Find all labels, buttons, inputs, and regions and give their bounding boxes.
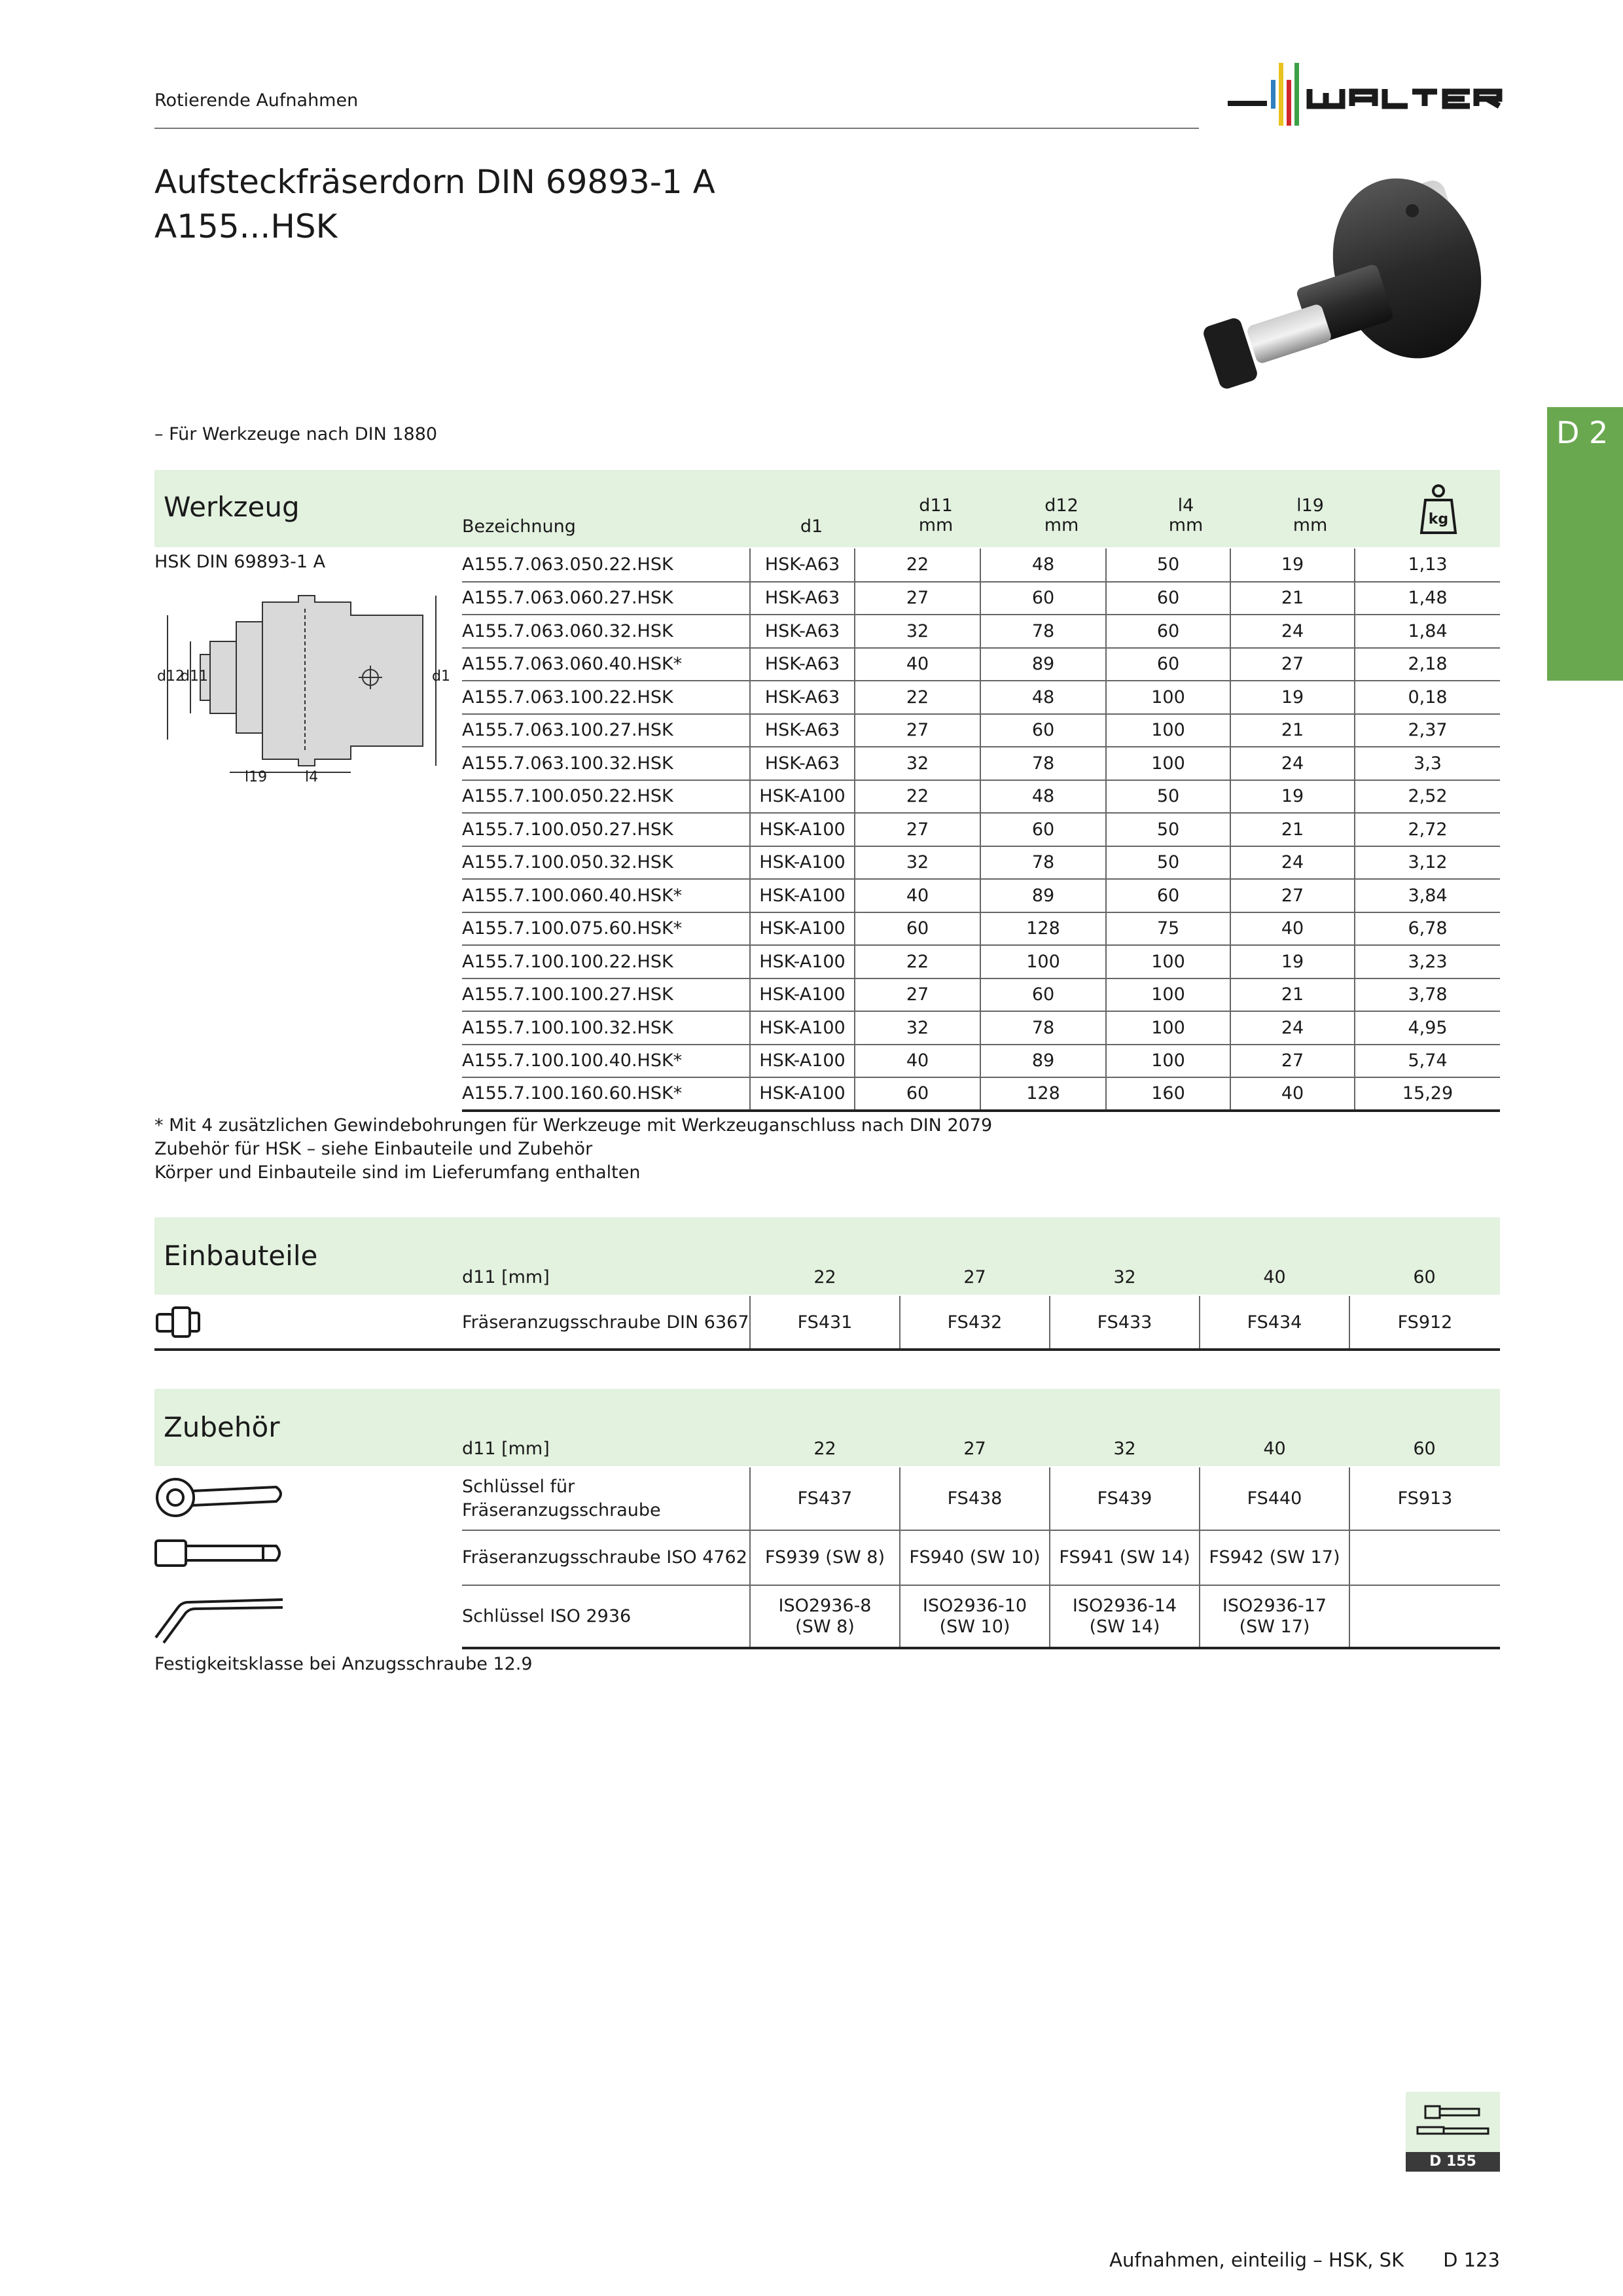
table-cell: A155.7.100.050.32.HSK — [462, 846, 750, 880]
col-header-l4 — [1153, 496, 1219, 535]
table-cell — [1050, 1467, 1200, 1530]
table-cell — [1200, 1585, 1349, 1648]
table-cell: A155.7.100.050.22.HSK — [462, 780, 750, 814]
table-cell — [900, 1585, 1050, 1648]
table-cell: 6,78 — [1355, 912, 1500, 946]
table-cell: 3,84 — [1355, 879, 1500, 912]
werkzeug-notes — [154, 1114, 992, 1185]
table-cell: 100 — [1106, 1011, 1230, 1045]
table-cell: 32 — [855, 747, 980, 780]
col-header-d1: d1 — [800, 516, 823, 537]
table-cell: 3,78 — [1355, 978, 1500, 1012]
table-cell: 32 — [855, 846, 980, 880]
chapter-tab[interactable] — [1547, 407, 1623, 681]
table-cell: 2,18 — [1355, 648, 1500, 681]
technical-drawing — [154, 576, 455, 798]
table-cell: HSK-A100 — [750, 945, 855, 978]
table-cell: HSK-A100 — [750, 879, 855, 912]
cell-value: FS941 (SW 14) — [1059, 1547, 1190, 1568]
table-row — [462, 780, 1500, 814]
einbauteile-title: Einbauteile — [164, 1240, 318, 1272]
table-cell: 100 — [1106, 681, 1230, 714]
table-cell — [1050, 1585, 1200, 1648]
table-cell: 60 — [980, 714, 1106, 747]
cell-value: FS940 (SW 10) — [909, 1547, 1041, 1568]
table-cell: 19 — [1230, 945, 1355, 978]
table-row — [462, 1045, 1500, 1078]
table-cell: 40 — [855, 648, 980, 681]
walter-logo — [1228, 60, 1503, 132]
table-cell: FS432 — [900, 1296, 1050, 1348]
table-cell: 78 — [980, 747, 1106, 780]
zubehoer-col-label: d11 [mm] — [462, 1439, 550, 1459]
table-cell: 5,74 — [1355, 1045, 1500, 1078]
chapter-tab-label: D 2 — [1556, 415, 1609, 450]
table-cell: 3,23 — [1355, 945, 1500, 978]
table-cell: HSK-A63 — [750, 615, 855, 648]
table-cell: 48 — [980, 780, 1106, 814]
table-cell: 160 — [1106, 1077, 1230, 1111]
table-cell: HSK-A63 — [750, 548, 855, 582]
table-row — [462, 714, 1500, 747]
cell-value: FS939 (SW 8) — [765, 1547, 885, 1568]
row-label-line: Fräseranzugsschraube — [462, 1499, 661, 1520]
table-cell: 60 — [1106, 879, 1230, 912]
col-header: 60 — [1413, 1267, 1436, 1287]
hex-key-icon — [152, 1588, 289, 1647]
dim-d12: d12 — [157, 668, 185, 685]
cell-value: FS942 (SW 17) — [1209, 1547, 1340, 1568]
table-cell: 3,12 — [1355, 846, 1500, 880]
row-label-line: Schlüssel ISO 2936 — [462, 1605, 632, 1626]
table-cell: 78 — [980, 846, 1106, 880]
table-cell: 22 — [855, 681, 980, 714]
table-cell: HSK-A100 — [750, 1077, 855, 1111]
table-cell: 50 — [1106, 780, 1230, 814]
table-row — [462, 1077, 1500, 1111]
col-header: 27 — [963, 1267, 986, 1287]
col-header-d11 — [903, 496, 969, 535]
table-cell: 40 — [1230, 912, 1355, 946]
table-cell: 48 — [980, 681, 1106, 714]
cap-screw-icon — [152, 1537, 287, 1570]
table-cell: 128 — [980, 1077, 1106, 1111]
table-cell: 60 — [855, 912, 980, 946]
table-cell: HSK-A100 — [750, 780, 855, 814]
note-1: * Mit 4 zusätzlichen Gewindebohrungen für Werkzeuge mit Werkzeuganschluss nach DIN 2079 — [154, 1115, 993, 1136]
dim-l19: l19 — [245, 769, 268, 785]
table-cell: 27 — [855, 714, 980, 747]
table-cell: 27 — [855, 582, 980, 615]
table-cell: FS912 — [1349, 1296, 1500, 1348]
wrench-icon — [152, 1474, 287, 1520]
table-cell: 40 — [855, 879, 980, 912]
table-cell — [750, 1530, 900, 1585]
col-header-d12-symbol: d12 — [1044, 495, 1079, 516]
reference-screw-icon — [1406, 2092, 1500, 2152]
table-cell — [1349, 1467, 1500, 1530]
table-cell: 15,29 — [1355, 1077, 1500, 1111]
table-cell: 89 — [980, 879, 1106, 912]
col-header-l4-unit: mm — [1168, 515, 1204, 535]
table-cell: 21 — [1230, 813, 1355, 846]
table-cell: 1,48 — [1355, 582, 1500, 615]
table-cell: A155.7.100.100.27.HSK — [462, 978, 750, 1012]
dim-d11: d11 — [181, 668, 208, 685]
werkzeug-title: Werkzeug — [164, 491, 300, 523]
table-cell: A155.7.063.050.22.HSK — [462, 548, 750, 582]
reference-box[interactable] — [1406, 2092, 1500, 2172]
table-cell: 50 — [1106, 846, 1230, 880]
table-cell: A155.7.063.100.32.HSK — [462, 747, 750, 780]
page-footer — [1109, 2249, 1500, 2271]
row-label — [462, 1585, 750, 1648]
dim-l4: l4 — [305, 769, 319, 785]
table-cell: 100 — [1106, 714, 1230, 747]
table-cell: 60 — [855, 1077, 980, 1111]
table-row — [462, 582, 1500, 615]
table-cell — [1349, 1585, 1500, 1648]
zubehoer-note: Festigkeitsklasse bei Anzugsschraube 12.9 — [154, 1654, 533, 1674]
table-row — [462, 548, 1500, 582]
table-cell: 2,72 — [1355, 813, 1500, 846]
table-cell: 100 — [1106, 747, 1230, 780]
table-cell: HSK-A100 — [750, 978, 855, 1012]
table-cell: 24 — [1230, 1011, 1355, 1045]
werkzeug-table — [462, 548, 1500, 1112]
table-cell: 27 — [1230, 648, 1355, 681]
table-cell: 100 — [980, 945, 1106, 978]
table-cell: HSK-A63 — [750, 582, 855, 615]
table-cell: 0,18 — [1355, 681, 1500, 714]
table-cell: 50 — [1106, 548, 1230, 582]
cell-value: ISO2936-14 — [1072, 1595, 1177, 1616]
table-cell: 78 — [980, 1011, 1106, 1045]
table-cell: 24 — [1230, 747, 1355, 780]
col-header-l19-unit: mm — [1293, 515, 1328, 535]
table-cell: 21 — [1230, 582, 1355, 615]
table-cell: 1,84 — [1355, 615, 1500, 648]
table-cell: 100 — [1106, 1045, 1230, 1078]
table-cell: 27 — [855, 813, 980, 846]
footer-page-number: D 123 — [1443, 2249, 1500, 2271]
cell-value-sub: (SW 10) — [939, 1616, 1010, 1637]
table-row — [462, 1467, 1500, 1530]
table-row — [462, 978, 1500, 1012]
row-label — [462, 1530, 750, 1585]
table-row — [462, 681, 1500, 714]
table-cell: A155.7.100.100.40.HSK* — [462, 1045, 750, 1078]
table-cell — [900, 1530, 1050, 1585]
table-cell: FS431 — [750, 1296, 900, 1348]
table-cell: A155.7.063.060.40.HSK* — [462, 648, 750, 681]
col-header: 32 — [1113, 1439, 1136, 1459]
table-cell: 22 — [855, 548, 980, 582]
table-row — [462, 1585, 1500, 1648]
table-row — [462, 648, 1500, 681]
cell-value: ISO2936-10 — [922, 1595, 1027, 1616]
table-cell: HSK-A100 — [750, 813, 855, 846]
table-row — [462, 1011, 1500, 1045]
footer-chapter: Aufnahmen, einteilig – HSK, SK — [1109, 2249, 1404, 2271]
table-cell — [1200, 1530, 1349, 1585]
cell-value: FS438 — [947, 1488, 1003, 1509]
table-cell: FS434 — [1200, 1296, 1349, 1348]
table-cell — [1050, 1530, 1200, 1585]
dim-d1: d1 — [432, 668, 450, 685]
table-cell: 128 — [980, 912, 1106, 946]
table-cell: 89 — [980, 648, 1106, 681]
table-cell — [1349, 1530, 1500, 1585]
col-header: 22 — [813, 1439, 836, 1459]
table-cell: 24 — [1230, 846, 1355, 880]
table-cell: 78 — [980, 615, 1106, 648]
zubehoer-header-bar — [154, 1389, 1500, 1466]
table-row — [462, 747, 1500, 780]
col-header-l19 — [1277, 496, 1343, 535]
table-cell: 4,95 — [1355, 1011, 1500, 1045]
col-header-l19-symbol: l19 — [1296, 495, 1324, 516]
table-row — [462, 945, 1500, 978]
table-cell: 89 — [980, 1045, 1106, 1078]
col-header: 27 — [963, 1439, 986, 1459]
table-cell: 22 — [855, 945, 980, 978]
table-cell: 60 — [1106, 582, 1230, 615]
table-row — [462, 813, 1500, 846]
table-cell: 40 — [855, 1045, 980, 1078]
table-cell: 60 — [980, 813, 1106, 846]
col-header-d11-unit: mm — [918, 515, 954, 535]
table-cell: HSK-A100 — [750, 1045, 855, 1078]
weight-icon-label: kg — [1428, 511, 1449, 528]
cell-value: ISO2936-8 — [778, 1595, 872, 1616]
reference-label: D 155 — [1406, 2152, 1500, 2172]
table-row — [462, 1530, 1500, 1585]
note-3: Körper und Einbauteile sind im Lieferumfang enthalten — [154, 1162, 641, 1183]
table-cell: 60 — [980, 582, 1106, 615]
row-label — [462, 1467, 750, 1530]
section-label: Rotierende Aufnahmen — [154, 90, 359, 111]
title-line-2: A155...HSK — [154, 207, 338, 245]
table-cell: 3,3 — [1355, 747, 1500, 780]
col-header: 22 — [813, 1267, 836, 1287]
cell-value-sub: (SW 17) — [1239, 1616, 1310, 1637]
table-row — [462, 912, 1500, 946]
table-row — [462, 846, 1500, 880]
row-label-line: Fräseranzugsschraube ISO 4762 — [462, 1547, 747, 1568]
cell-value: ISO2936-17 — [1222, 1595, 1327, 1616]
table-row — [462, 615, 1500, 648]
table-cell: HSK-A63 — [750, 648, 855, 681]
table-cell: A155.7.100.100.22.HSK — [462, 945, 750, 978]
zubehoer-title: Zubehör — [164, 1411, 280, 1443]
table-cell — [750, 1467, 900, 1530]
table-cell: 1,13 — [1355, 548, 1500, 582]
table-cell: HSK-A63 — [750, 747, 855, 780]
diagram-label: HSK DIN 69893-1 A — [154, 552, 326, 572]
table-cell: HSK-A100 — [750, 1011, 855, 1045]
table-cell: 21 — [1230, 714, 1355, 747]
product-photo — [1191, 164, 1505, 412]
weight-icon — [1419, 483, 1458, 535]
table-cell — [750, 1585, 900, 1648]
table-cell: 32 — [855, 1011, 980, 1045]
table-cell: 24 — [1230, 615, 1355, 648]
table-cell: A155.7.100.160.60.HSK* — [462, 1077, 750, 1111]
title-line-1: Aufsteckfräserdorn DIN 69893-1 A — [154, 163, 715, 201]
table-cell: FS433 — [1050, 1296, 1200, 1348]
cell-value: FS439 — [1097, 1488, 1152, 1509]
table-cell: A155.7.100.060.40.HSK* — [462, 879, 750, 912]
table-cell: 27 — [855, 978, 980, 1012]
zubehoer-table — [462, 1467, 1500, 1649]
table-cell: A155.7.100.050.27.HSK — [462, 813, 750, 846]
header-rule — [154, 128, 1199, 129]
table-cell: 40 — [1230, 1077, 1355, 1111]
table-cell: 2,52 — [1355, 780, 1500, 814]
col-header-l4-symbol: l4 — [1177, 495, 1194, 516]
table-cell — [1200, 1467, 1349, 1530]
table-cell: A155.7.100.075.60.HSK* — [462, 912, 750, 946]
note-2: Zubehör für HSK – siehe Einbauteile und Zubehör — [154, 1139, 593, 1159]
einbauteile-table — [462, 1296, 1500, 1348]
col-header-d11-symbol: d11 — [919, 495, 953, 516]
table-cell: A155.7.063.060.27.HSK — [462, 582, 750, 615]
cell-value: FS440 — [1247, 1488, 1302, 1509]
table-cell: 48 — [980, 548, 1106, 582]
row-label-line: Schlüssel für — [462, 1476, 575, 1497]
cell-value-sub: (SW 8) — [795, 1616, 855, 1637]
cell-value: FS437 — [797, 1488, 853, 1509]
table-cell: 2,37 — [1355, 714, 1500, 747]
col-header-bezeichnung: Bezeichnung — [462, 516, 576, 537]
table-cell: 50 — [1106, 813, 1230, 846]
table-cell: 27 — [1230, 879, 1355, 912]
einbauteile-bottom-rule — [154, 1348, 1500, 1351]
table-cell: A155.7.063.100.27.HSK — [462, 714, 750, 747]
table-cell: 60 — [980, 978, 1106, 1012]
table-cell: 75 — [1106, 912, 1230, 946]
col-header: 40 — [1263, 1439, 1286, 1459]
feature-bullet: – Für Werkzeuge nach DIN 1880 — [154, 424, 438, 444]
table-cell: 22 — [855, 780, 980, 814]
page-title — [154, 160, 715, 249]
table-cell: 32 — [855, 615, 980, 648]
table-cell: 100 — [1106, 945, 1230, 978]
cell-value: FS913 — [1397, 1488, 1453, 1509]
table-cell: 60 — [1106, 615, 1230, 648]
table-cell: 60 — [1106, 648, 1230, 681]
table-row — [462, 1296, 1500, 1348]
einbauteile-header-bar — [154, 1217, 1500, 1295]
col-header-d12 — [1029, 496, 1094, 535]
table-cell: HSK-A63 — [750, 714, 855, 747]
table-cell — [900, 1467, 1050, 1530]
table-cell: HSK-A100 — [750, 846, 855, 880]
row-label: Fräseranzugsschraube DIN 6367 — [462, 1312, 749, 1333]
table-cell: 27 — [1230, 1045, 1355, 1078]
table-cell: 19 — [1230, 548, 1355, 582]
col-header: 60 — [1413, 1439, 1436, 1459]
screw-icon — [154, 1302, 202, 1342]
col-header: 40 — [1263, 1267, 1286, 1287]
table-cell: A155.7.063.100.22.HSK — [462, 681, 750, 714]
table-cell: HSK-A63 — [750, 681, 855, 714]
col-header-d12-unit: mm — [1044, 515, 1079, 535]
einbauteile-col-label: d11 [mm] — [462, 1267, 550, 1287]
table-cell: 21 — [1230, 978, 1355, 1012]
table-cell: HSK-A100 — [750, 912, 855, 946]
table-cell: A155.7.063.060.32.HSK — [462, 615, 750, 648]
table-cell: 19 — [1230, 780, 1355, 814]
table-cell: 100 — [1106, 978, 1230, 1012]
table-cell: A155.7.100.100.32.HSK — [462, 1011, 750, 1045]
table-row — [462, 879, 1500, 912]
cell-value-sub: (SW 14) — [1089, 1616, 1160, 1637]
col-header: 32 — [1113, 1267, 1136, 1287]
table-cell: 19 — [1230, 681, 1355, 714]
